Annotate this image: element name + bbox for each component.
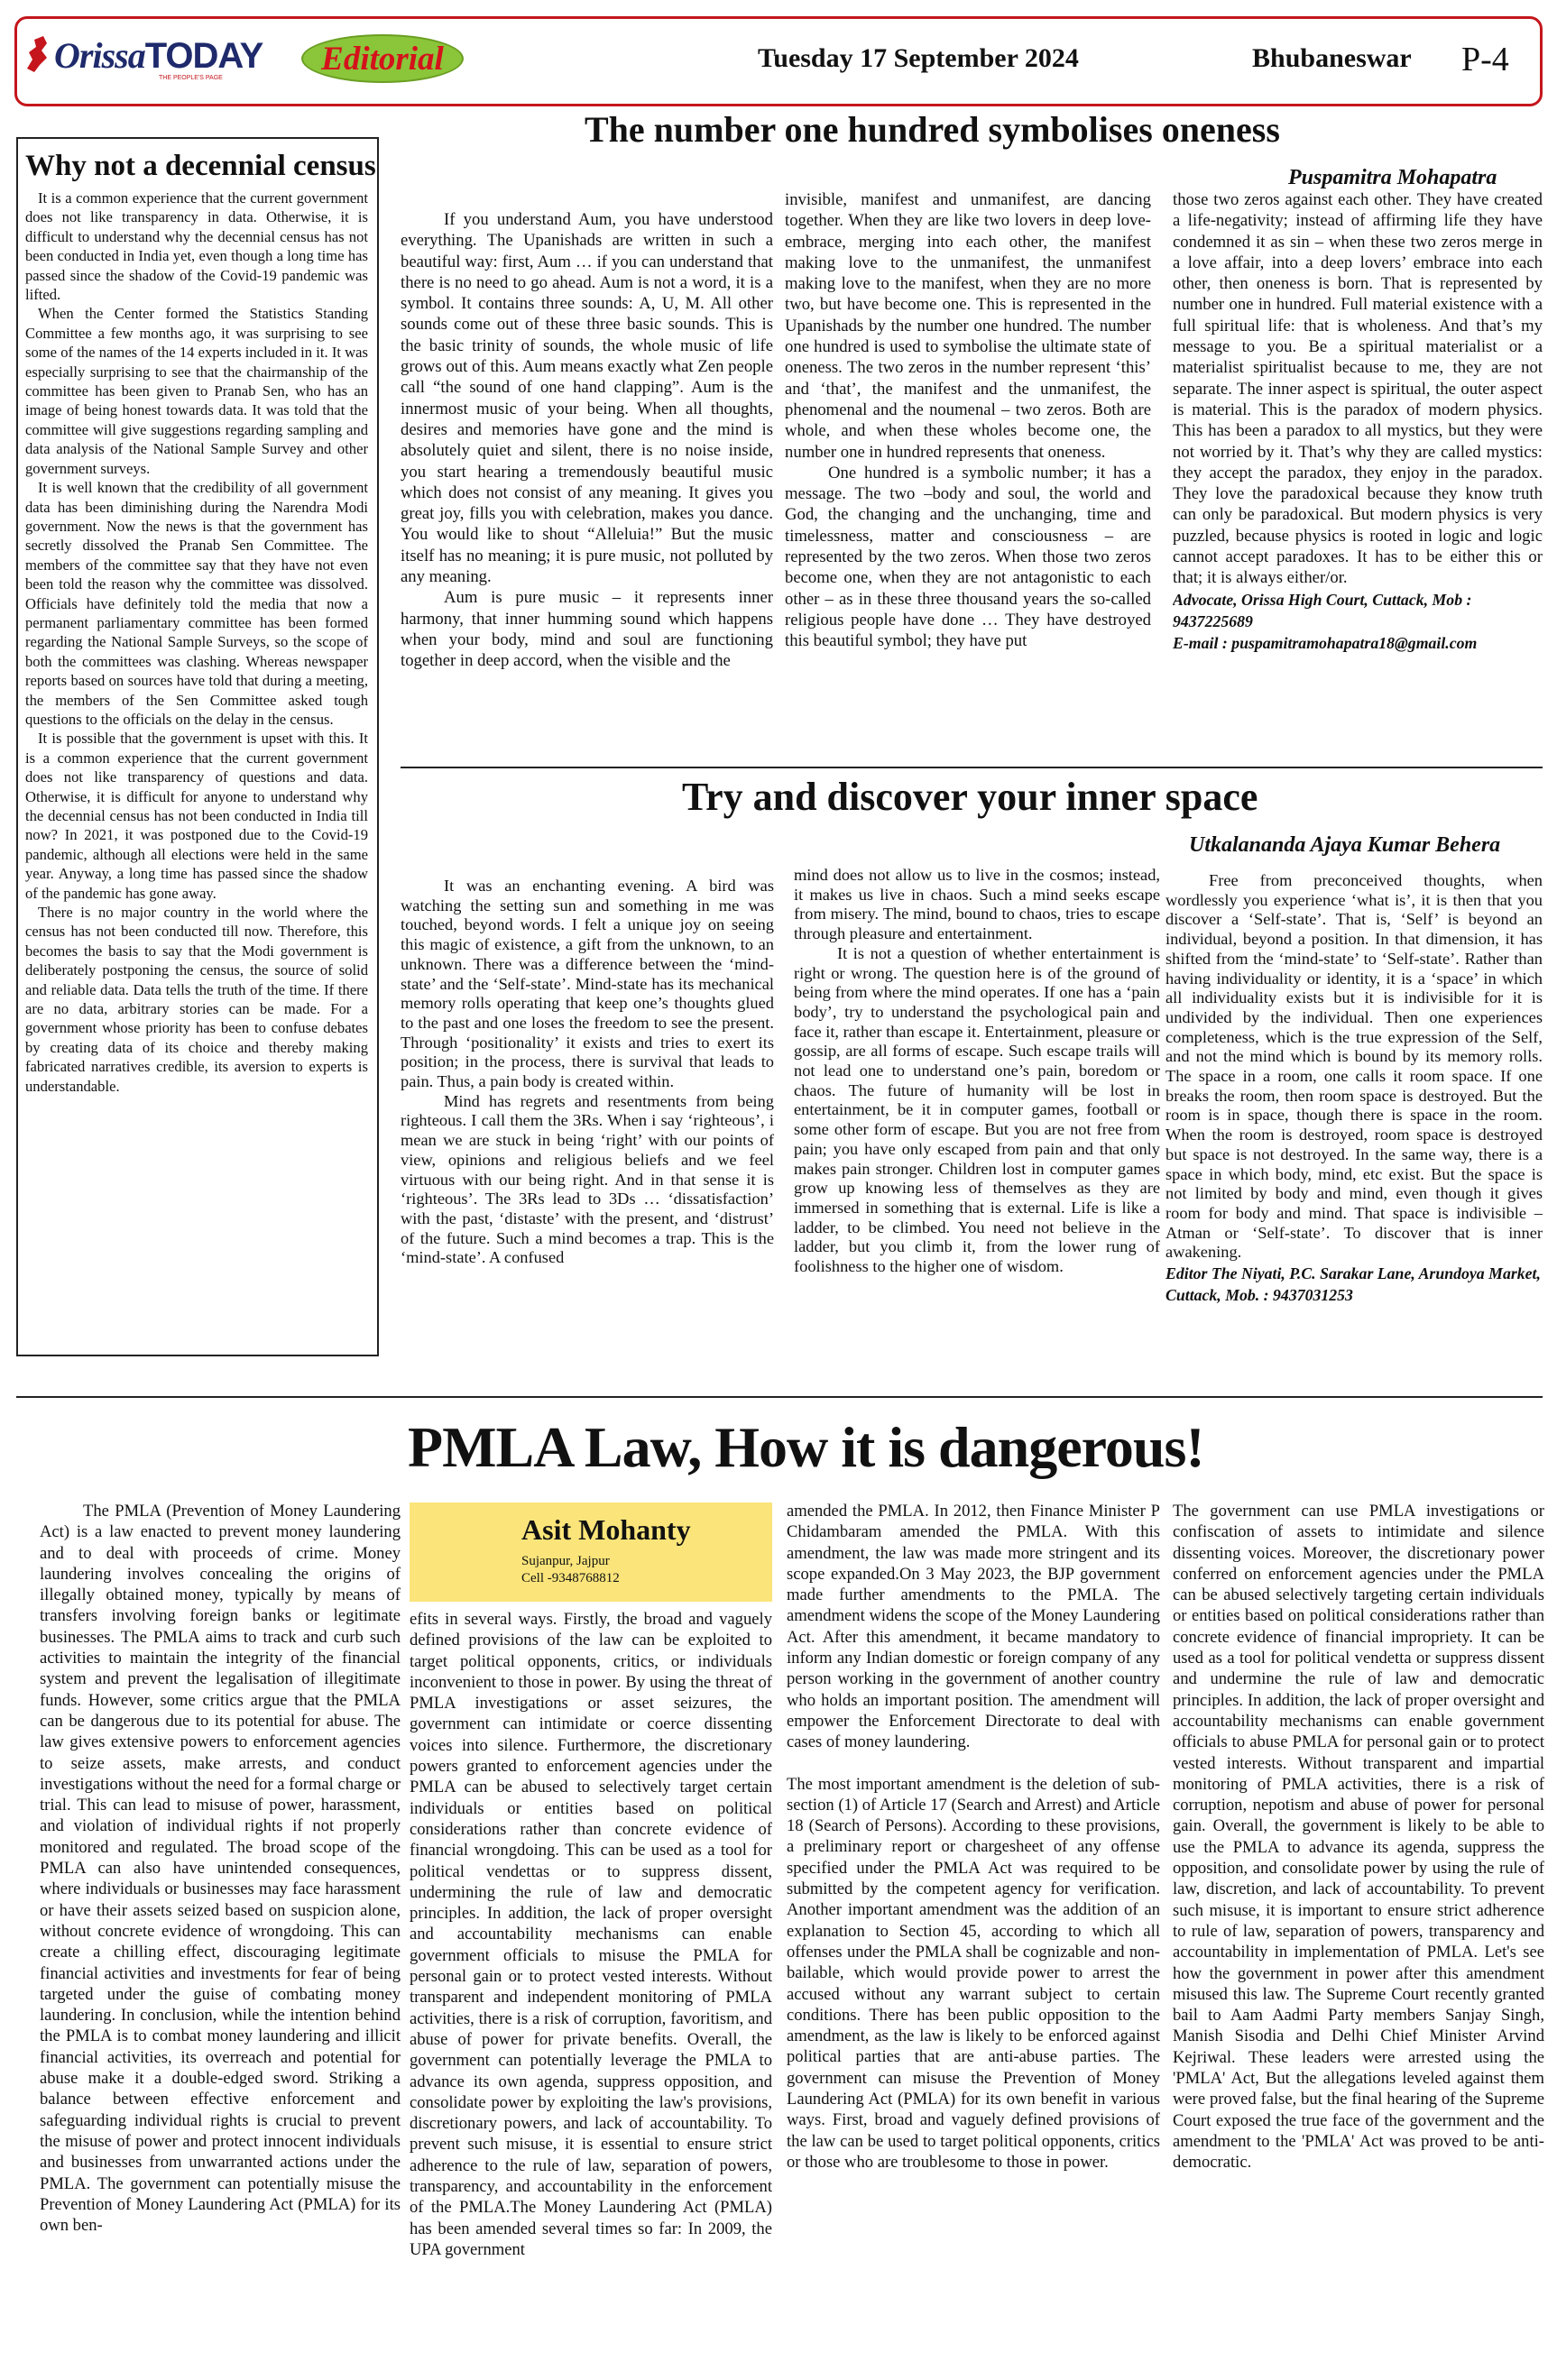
logo-tagline: THE PEOPLE'S PAGE [159,75,223,81]
orissa-map-logo-icon [23,32,52,74]
article1-paragraph: If you understand Aum, you have understood everything. The Upanishads are written in such a beautiful way: first, Aum … if you can understand that there is no need to go ahead. Aum is not a word, it is a symbol. It contains three sounds: A, U, M. All other sounds come out of these three basic sounds. This is the basic trinity of sounds, the whole music of life grows out of this. Aum means exactly what Zen people call “the sound of one hand clapping”. Aum is the innermost music of your being. When all thoughts, desires and memories have gone and the mind is absolutely quiet and silent, there is no noise inside, you start hearing a tremendously beautiful music which does not consist of any meaning. It gives you great joy, fills you with celebration, makes you dance. You would like to shout “Alleluia!” But the music itself has no meaning; it is pure music, not polluted by any meaning. [401,210,773,587]
article3-paragraph: The most important amendment is the deletion of sub-section (1) of Article 17 (Search and Arrest) and Article 18 (Search of Persons). According to these provisions, a preliminary report or chargesheet of any offense specified under the PMLA Act was required to be submitted by the competent agency for verification. Another important amendment was the addition of an explanation to Section 45, according to which all offenses under the PMLA shall be cognizable and non-bailable, which would provide power to arrest the accused without any warrant subject to certain conditions. There has been public opposition to the amendment, as the law is likely to be enforced against political parties that are anti-abuse parties. The government can misuse the Prevention of Money Laundering Act (PMLA) for its own benefit in various ways. First, broad and vaguely defined provisions of the law can be used to target political opponents, critics or those who are troublesome to those in power. [787,1774,1160,2172]
author-name: Asit Mohanty [521,1513,691,1546]
page-number: P-4 [1461,41,1509,78]
issue-city: Bhubaneswar [1252,43,1412,73]
article2-column-3 [1165,871,1543,1358]
article3-paragraph: amended the PMLA. In 2012, then Finance Minister P Chidambaram amended the PMLA. With this amendment, the law was made more stringent and its scope expanded.On 3 May 2023, the BJP government made further amendments to the PMLA. The amendment widens the scope of the Money Laundering Act. After this amendment, it became mandatory to inform any Indian domestic or foreign company of any person working in the government of another country who holds an important position. The amendment will empower the Enforcement Directorate to deal with cases of money laundering. [787,1502,1160,1752]
section-label: Editorial [321,40,444,78]
logo-text: OrissaTODAY [54,35,263,76]
article2-headline: Try and discover your inner space [682,775,1258,819]
article1-headline: The number one hundred symbolises oneness [585,109,1280,150]
issue-date: Tuesday 17 September 2024 [758,43,1079,73]
article2-paragraph: It is not a question of whether entertainment is right or wrong. The question here is of the ground of being from where the mind operates. If one has a ‘pain body’, try to understand the psychological pain and face it, rather than escape it. Entertainment, pleasure or gossip, are all forms of escape. Such escape trails will not lead one to understand one’s pain, boredom or chaos. The future of humanity will be lost in entertainment, be it in computer games, football or some other form of escape. But you are not free from pain; you have only escaped from pain and that only makes pain stronger. Children lost in computer games grow up knowing less of themselves as they are immersed in something that is external. Life is like a ladder, to be climbed. You need not believe in the ladder, but you climb it, from the lower rung of foolishness to the higher one of wisdom. [794,943,1160,1276]
article2-paragraph: mind does not allow us to live in the cosmos; instead, it makes us live in chaos. Such a mind seeks escape from misery. The mind, bound to chaos, tries to escape through pleasure and entertainment. [794,866,1160,943]
author-address [521,1553,620,1587]
author-cell: Cell -9348768812 [521,1571,620,1585]
article1-email: E-mail : puspamitramohapatra18@gmail.com [1173,633,1478,652]
article1-column-1 [401,209,773,761]
article3-column-3 [787,1501,1160,2375]
article1-signoff: Advocate, Orissa High Court, Cuttack, Mob : 9437225689 [1173,590,1472,630]
article2-paragraph: Mind has regrets and resentments from being righteous. I call them the 3Rs. When i say ‘righteous’, i mean we are stuck in being ‘right’ with our points of view, opinions and religious beliefs and we feel virtuous with our being right. And in that sense it is ‘righteous’. The 3Rs lead to 3Ds … ‘dissatisfaction’ with the past, ‘distaste’ with the present, and ‘distrust’ of the future. Such a mind becomes a trap. This is the ‘mind-state’. A confused [401,1091,774,1267]
section-badge [301,34,464,83]
editorial-paragraph: It is a common experience that the current government does not like transparency in data. Otherwise, it is difficult to understand why the decennial census has not been conducted in India yet, even though a long time has passed since the shadow of the Covid-19 pandemic was lifted. [25,189,368,304]
article2-paragraph: Free from preconceived thoughts, when wordlessly you experience ‘what is’, it is then that you discover a ‘Self-state’. That is, ‘Self’ is beyond an individual, beyond a position. In that dimension, it has shifted from the ‘mind-state’ to ‘Self-state’. Rather than having individuality or identity, it is a ‘space’ in which all individuality exists but it is indivisible for it is undivided by the individual. Then one experiences completeness, which is the true expression of the Self, and not the mind which is bound by its memory rolls. The space in a room, one calls it room space. If one breaks the room, then room space is destroyed. But the room is in space, though there is space in the room. When the room is destroyed, room space is destroyed but space is not destroyed. In the same way, there is a space in which body, mind, etc exist. But the space is not limited by body and mind, even though it gives room for body and mind. That space is indivisible – Atman or ‘Self-state’. To discover that is inner awakening. [1165,871,1543,1262]
article1-paragraph: One hundred is a symbolic number; it has a message. The two –body and soul, the world and God, the changing and the unchanging, time and timelessness, matter and consciousness – are represented by the two zeros. When those two zeros become one, when they are not antagonistic to each other – as in these three thousand years the so-called religious people have done … They have destroyed this beautiful symbol; they have put [785,463,1151,651]
article2-paragraph: It was an enchanting evening. A bird was watching the setting sun and something in me was touched, beyond words. I felt a unique joy on seeing this magic of existence, a gift from the unknown, to an unknown. There was a difference between the ‘mind-state’ and the ‘Self-state’. Mind-state has its mechanical memory rolls operating that keep one’s thoughts glued to the past and one loses the freedom to see the present. Through ‘positionality’ it exists and tries to exert its position; in the process, there is survival that leads to pain. Thus, a pain body is created within. [401,877,774,1091]
article1-byline: Puspamitra Mohapatra [1288,166,1497,189]
author-box [410,1502,772,1602]
editorial-paragraph: It is well known that the credibility of all government data has been diminishing during the Narendra Modi government. Now the news is that the government has secretly dissolved the Pranab Sen Committee. The members of the committee say that they have not even been told the reason why the committee was dissolved. Officials have definitely told the media that now a permanent parliamentary committee has been formed regarding the National Sample Surveys, so the scope of both the committees was clashing. Whereas newspaper reports based on sources have told that during a meeting, the members of the Sen Committee asked tough questions to the officials on the delay in the census. [25,479,368,728]
editorial-paragraph: When the Center formed the Statistics Standing Committee a few months ago, it was surprising to see some of the names of the 14 experts included in it. It was especially surprising to see that the chairmanship of the committee has been given to Pranab Sen, who has an image of being honest towards data. It was told that the committee will give suggestions regarding sampling and data analysis of the National Sample Survey and other government surveys. [25,305,368,477]
article2-column-1 [401,877,774,1382]
editorial-paragraph: It is possible that the government is upset with this. It is a common experience that the current government does not like transparency of questions and data. Otherwise, it is difficult for anyone to understand why the decennial census has not been conducted in India till now? In 2021, it was postponed due to the Covid-19 pandemic, although all elections were held in the same year. Anyway, a long time has passed since the shadow of the pandemic has gone away. [25,730,368,902]
logo[interactable] [23,25,263,88]
author-location: Sujanpur, Jajpur [521,1554,610,1568]
editorial-paragraph: There is no major country in the world where the census has not been conducted till now. Therefore, this becomes the basis to say that the Modi government is deliberately postponing the census, the source of solid and reliable data. Data tells the truth of the time. If there are no data, arbitrary stories can be made. For a government whose priority has been to confuse debates by creating data of its choice and thereby making fabricated narratives credible, its aversion to experts is understandable. [25,904,368,1095]
article2-column-2 [794,866,1160,1387]
article3-paragraph: The government can use PMLA investigations or confiscation of assets to intimidate and silence dissenting voices. Moreover, the discretionary power conferred on enforcement agencies under the PMLA can be abused selectively targeting certain individuals or entities based on political considerations rather than concrete evidence of financial impropriety. It can be used as a tool for political vendetta or suppress dissent and undermine the rule of law and democratic principles. In addition, the lack of proper oversight and accountability mechanisms can enable government officials to abuse PMLA for personal gain or to protect vested interests. Without transparent and impartial monitoring of PMLA activities, there is a risk of corruption, nepotism and abuse of power for personal gain. Overall, the government is likely to be able to use the PMLA to advance its agenda, suppress the opposition, and consolidate power by using the rule of law, discretion, and lack of accountability. To prevent such misuse, it is important to ensure strict adherence to rule of law, separation of powers, transparency and accountability in implementation of PMLA. Let's see how the government in power after this amendment misused this law. The Supreme Court recently granted bail to Aam Aadmi Party members Sanjay Singh, Manish Sisodia and Delhi Chief Minister Arvind Kejriwal. These leaders were arrested using the 'PMLA' Act, But the allegations leveled against them were proved false, but the final hearing of the Supreme Court exposed the true face of the government and the amendment to the 'PMLA' Act was proved to be anti-democratic. [1173,1502,1544,2173]
article1-column-3 [1173,189,1543,767]
divider-rule [401,767,1543,768]
article1-paragraph: Aum is pure music – it represents inner harmony, that inner humming sound which happens when your body, mind and soul are functioning together in deep accord, when the visible and the [401,588,773,671]
divider-rule [16,1396,1543,1398]
editorial-box [16,137,379,1356]
article1-paragraph: invisible, manifest and unmanifest, are dancing together. When they are like two lovers in deep love-embrace, merging into each other, the manifest making love to the unmanifest, the unmanifest making love to the manifest, when they are no more two, but have become one. This is represented in the Upanishads by the number one hundred. The number one hundred is used to symbolise the ultimate state of oneness. The two zeros in the number represent ‘this’ and ‘that’, the manifest and the unmanifest, the phenomenal and the noumenal – two zeros. Both are whole, and when these wholes become one, the number one in hundred represents that oneness. [785,190,1151,462]
article3-column-1 [40,1501,401,2375]
article2-byline: Utkalananda Ajaya Kumar Behera [1189,833,1501,857]
article3-column-4 [1173,1501,1544,2375]
article1-column-2 [785,189,1151,761]
article3-headline: PMLA Law, How it is dangerous! [408,1415,1204,1479]
editorial-title: Why not a decennial census [25,150,376,182]
article2-signoff: Editor The Niyati, P.C. Sarakar Lane, Arundoya Market, Cuttack, Mob. : 9437031253 [1165,1264,1541,1305]
article1-paragraph: those two zeros against each other. They have created a life-negativity; instead of affirming life they have condemned it as sin – when these two zeros merge in a love affair, into a deep lovers’ embrace into each other, then oneness is born. That is represented by number one in hundred. Full material existence with a full spiritual life: that is wholeness. And that’s my message to you. Be a spiritual materialist or a materialist spiritualist because to me, they are not separate. The inner aspect is spiritual, the outer aspect is material. This is the paradox of modern physics. This has been a paradox to all mystics, but they were not worried by it. That’s why they are called mystics: they accept the paradox, they enjoy in the paradox. They love the paradoxical because they know truth can only be paradoxical. But modern physics is very puzzled, because physics is rooted in logic and logic cannot accept paradoxes. It has to be either this or that; it is always either/or. [1173,190,1543,588]
article3-paragraph: efits in several ways. Firstly, the broad and vaguely defined provisions of the law can be exploited to target political opponents, critics, or individuals inconvenient to those in power. By using the threat of PMLA investigations or asset seizures, the government can intimidate or coerce dissenting voices into silence. Furthermore, the discretionary powers granted to enforcement agencies under the PMLA can be abused to selectively target certain individuals or entities based on political considerations rather than concrete evidence of financial wrongdoing. This can be used as a tool for political vendettas or to suppress dissent, undermining the rule of law and democratic principles. In addition, the lack of proper oversight and accountability mechanisms can enable government officials to misuse the PMLA for personal gain or to protect vested interests. Without transparent and independent monitoring of PMLA activities, there is a risk of corruption, favoritism, and abuse of power for private benefits. Overall, the government can potentially leverage the PMLA to advance its own agenda, suppress opposition, and consolidate power by exploiting the law's provisions, discretionary powers, and lack of accountability. To prevent such misuse, it is essential to ensure strict adherence to the rule of law, separation of powers, transparency, and accountability in the enforcement of the PMLA.The Money Laundering Act (PMLA) has been amended several times so far: In 2009, the UPA government [410,1610,772,2259]
article3-paragraph: The PMLA (Prevention of Money Laundering Act) is a law enacted to prevent money laundering and to deal with proceeds of crime. Money laundering involves concealing the origins of illegally obtained money, typically by means of transfers involving foreign banks or legitimate businesses. The PMLA aims to track and curb such activities to maintain the integrity of the financial system and prevent the legalisation of illegitimate funds. However, some critics argue that the PMLA can be dangerous due to its potential for abuse. The law gives extensive powers to enforcement agencies to seize assets, make arrests, and conduct investigations without the need for a formal charge or trial. This can lead to misuse of power, harassment, and violation of individual rights if not properly monitored and regulated. The broad scope of the PMLA can also have unintended consequences, where individuals or businesses may face harassment or have their assets seized based on suspicion alone, without concrete evidence of wrongdoing. This can create a chilling effect, discouraging legitimate financial activities and investments for fear of being targeted under the guise of combating money laundering. In conclusion, while the intention behind the PMLA is to combat money laundering and illicit financial activities, its overreach and potential for abuse make it a double-edged sword. Striking a balance between effective enforcement and safeguarding individual rights is crucial to prevent the misuse of power and protect innocent individuals and businesses from unwarranted actions under the PMLA. The government can potentially misuse the Prevention of Money Laundering Act (PMLA) for its own ben- [40,1502,401,2236]
article3-column-2 [410,1609,772,2375]
